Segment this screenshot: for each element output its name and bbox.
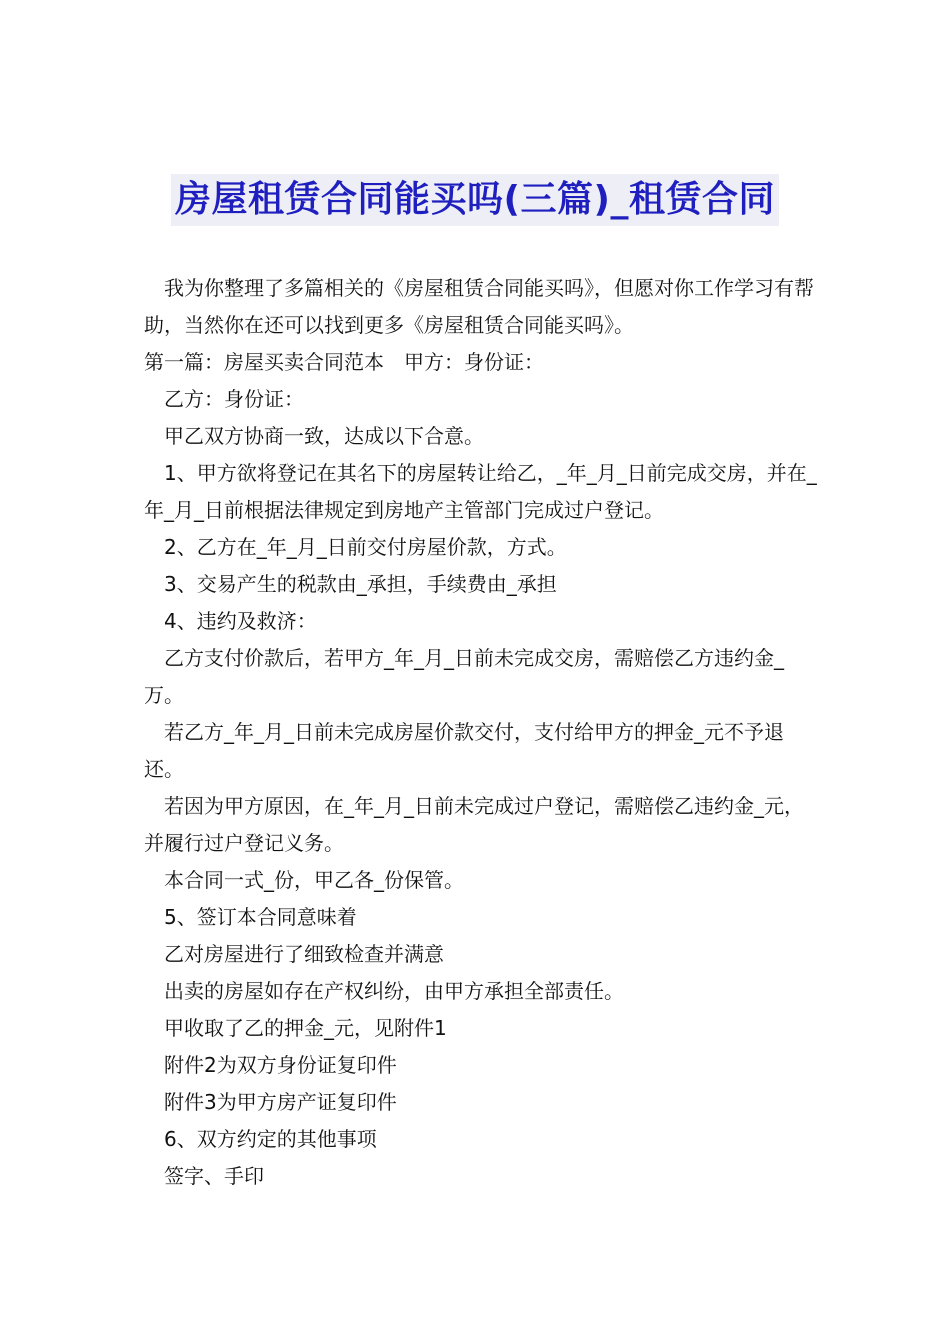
title-container [0, 174, 950, 226]
section-heading: 第一篇：房屋买卖合同范本 甲方：身份证： [144, 350, 544, 374]
clause-4-item-2: 若乙方_年_月_日前未完成房屋价款交付，支付给甲方的押金_元不予退还。 [144, 720, 784, 781]
clause-5-item-1: 乙对房屋进行了细致检查并满意 [164, 942, 444, 966]
clause-3: 3、交易产生的税款由_承担，手续费由_承担 [164, 572, 557, 596]
clause-6: 6、双方约定的其他事项 [164, 1127, 377, 1151]
intro-paragraph: 我为你整理了多篇相关的《房屋租赁合同能买吗》，但愿对你工作学习有帮助，当然你在还可以找到更多《房屋租赁合同能买吗》。 [144, 276, 814, 337]
clause-2: 2、乙方在_年_月_日前交付房屋价款，方式。 [164, 535, 567, 559]
copies-line: 本合同一式_份，甲乙各_份保管。 [164, 868, 464, 892]
clause-4: 4、违约及救济： [164, 609, 317, 633]
attachment-2: 附件2为双方身份证复印件 [164, 1053, 397, 1077]
clause-5-item-3: 甲收取了乙的押金_元，见附件1 [164, 1016, 447, 1040]
clause-1: 1、甲方欲将登记在其名下的房屋转让给乙，_年_月_日前完成交房，并在_年_月_日前根据法律规定到房地产主管部门完成过户登记。 [144, 461, 817, 522]
signature-line: 签字、手印 [164, 1164, 264, 1188]
clause-4-item-1: 乙方支付价款后，若甲方_年_月_日前未完成交房，需赔偿乙方违约金_万。 [144, 646, 784, 707]
document-body [144, 270, 820, 1195]
document-title: 房屋租赁合同能买吗(三篇)_租赁合同 [171, 174, 779, 226]
agreement-line: 甲乙双方协商一致，达成以下合意。 [164, 424, 484, 448]
clause-5: 5、签订本合同意味着 [164, 905, 357, 929]
party-b-line: 乙方：身份证： [164, 387, 304, 411]
attachment-3: 附件3为甲方房产证复印件 [164, 1090, 397, 1114]
clause-5-item-2: 出卖的房屋如存在产权纠纷，由甲方承担全部责任。 [164, 979, 624, 1003]
clause-4-item-3: 若因为甲方原因，在_年_月_日前未完成过户登记，需赔偿乙违约金_元，并履行过户登记义务。 [144, 794, 804, 855]
